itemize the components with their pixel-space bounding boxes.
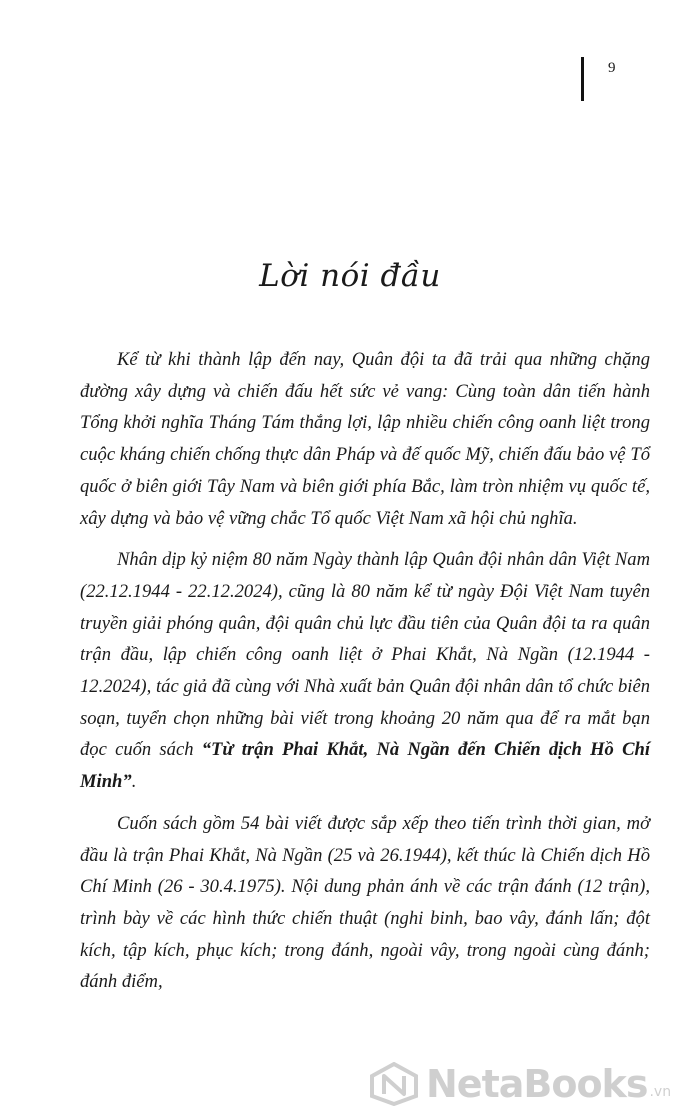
- watermark: [368, 1062, 671, 1106]
- paragraph-2: [80, 544, 650, 798]
- watermark-suffix: .vn: [649, 1084, 672, 1100]
- paragraph-2-text: Nhân dịp kỷ niệm 80 năm Ngày thành lập Quân đội nhân dân Việt Nam (22.12.1944 - 22.12.2024), cũng là 80 năm kể từ ngày Đội Việt Nam tuyên truyền giải phóng quân, đội quân chủ lực đầu tiên của Quân đội ta ra quân trận đầu, lập chiến công oanh liệt ở Phai Khắt, Nà Ngần (12.1944 - 12.2024), tác giả đã cùng với Nhà xuất bản Quân đội nhân dân tổ chức biên soạn, tuyển chọn những bài viết trong khoảng 20 năm qua để ra mắt bạn đọc cuốn sách: [80, 549, 650, 761]
- header-rule: [581, 57, 584, 101]
- page-title: Lời nói đầu: [259, 258, 441, 294]
- book-title: “Từ trận Phai Khắt, Nà Ngần đến Chiến dịch Hồ Chí Minh”: [80, 739, 650, 793]
- paragraph-3: Cuốn sách gồm 54 bài viết được sắp xếp theo tiến trình thời gian, mở đầu là trận Phai Khắt, Nà Ngần (25 và 26.1944), kết thúc là Chiến dịch Hồ Chí Minh (26 - 30.4.1975). Nội dung phản ánh về các trận đánh (12 trận), trình bày về các hình thức chiến thuật (nghi binh, bao vây, đánh lấn; đột kích, tập kích, phục kích; trong đánh, ngoài vây, trong ngoài cùng đánh; đánh điểm,: [80, 812, 650, 993]
- watermark-brand: NetaBooks: [426, 1062, 648, 1106]
- page-number: 9: [608, 60, 616, 76]
- paragraph-1: Kể từ khi thành lập đến nay, Quân đội ta đã trải qua những chặng đường xây dựng và chiến đấu hết sức vẻ vang: Cùng toàn dân tiến hành Tổng khởi nghĩa Tháng Tám thắng lợi, lập nhiều chiến công oanh liệt trong cuộc kháng chiến chống thực dân Pháp và đế quốc Mỹ, chiến đấu bảo vệ Tổ quốc ở biên giới Tây Nam và biên giới phía Bắc, làm tròn nhiệm vụ quốc tế, xây dựng và bảo vệ vững chắc Tổ quốc Việt Nam xã hội chủ nghĩa.: [80, 349, 650, 529]
- netabooks-logo-icon: [368, 1062, 420, 1106]
- paragraph-2-end: .: [131, 771, 137, 793]
- body-text: [80, 344, 650, 1008]
